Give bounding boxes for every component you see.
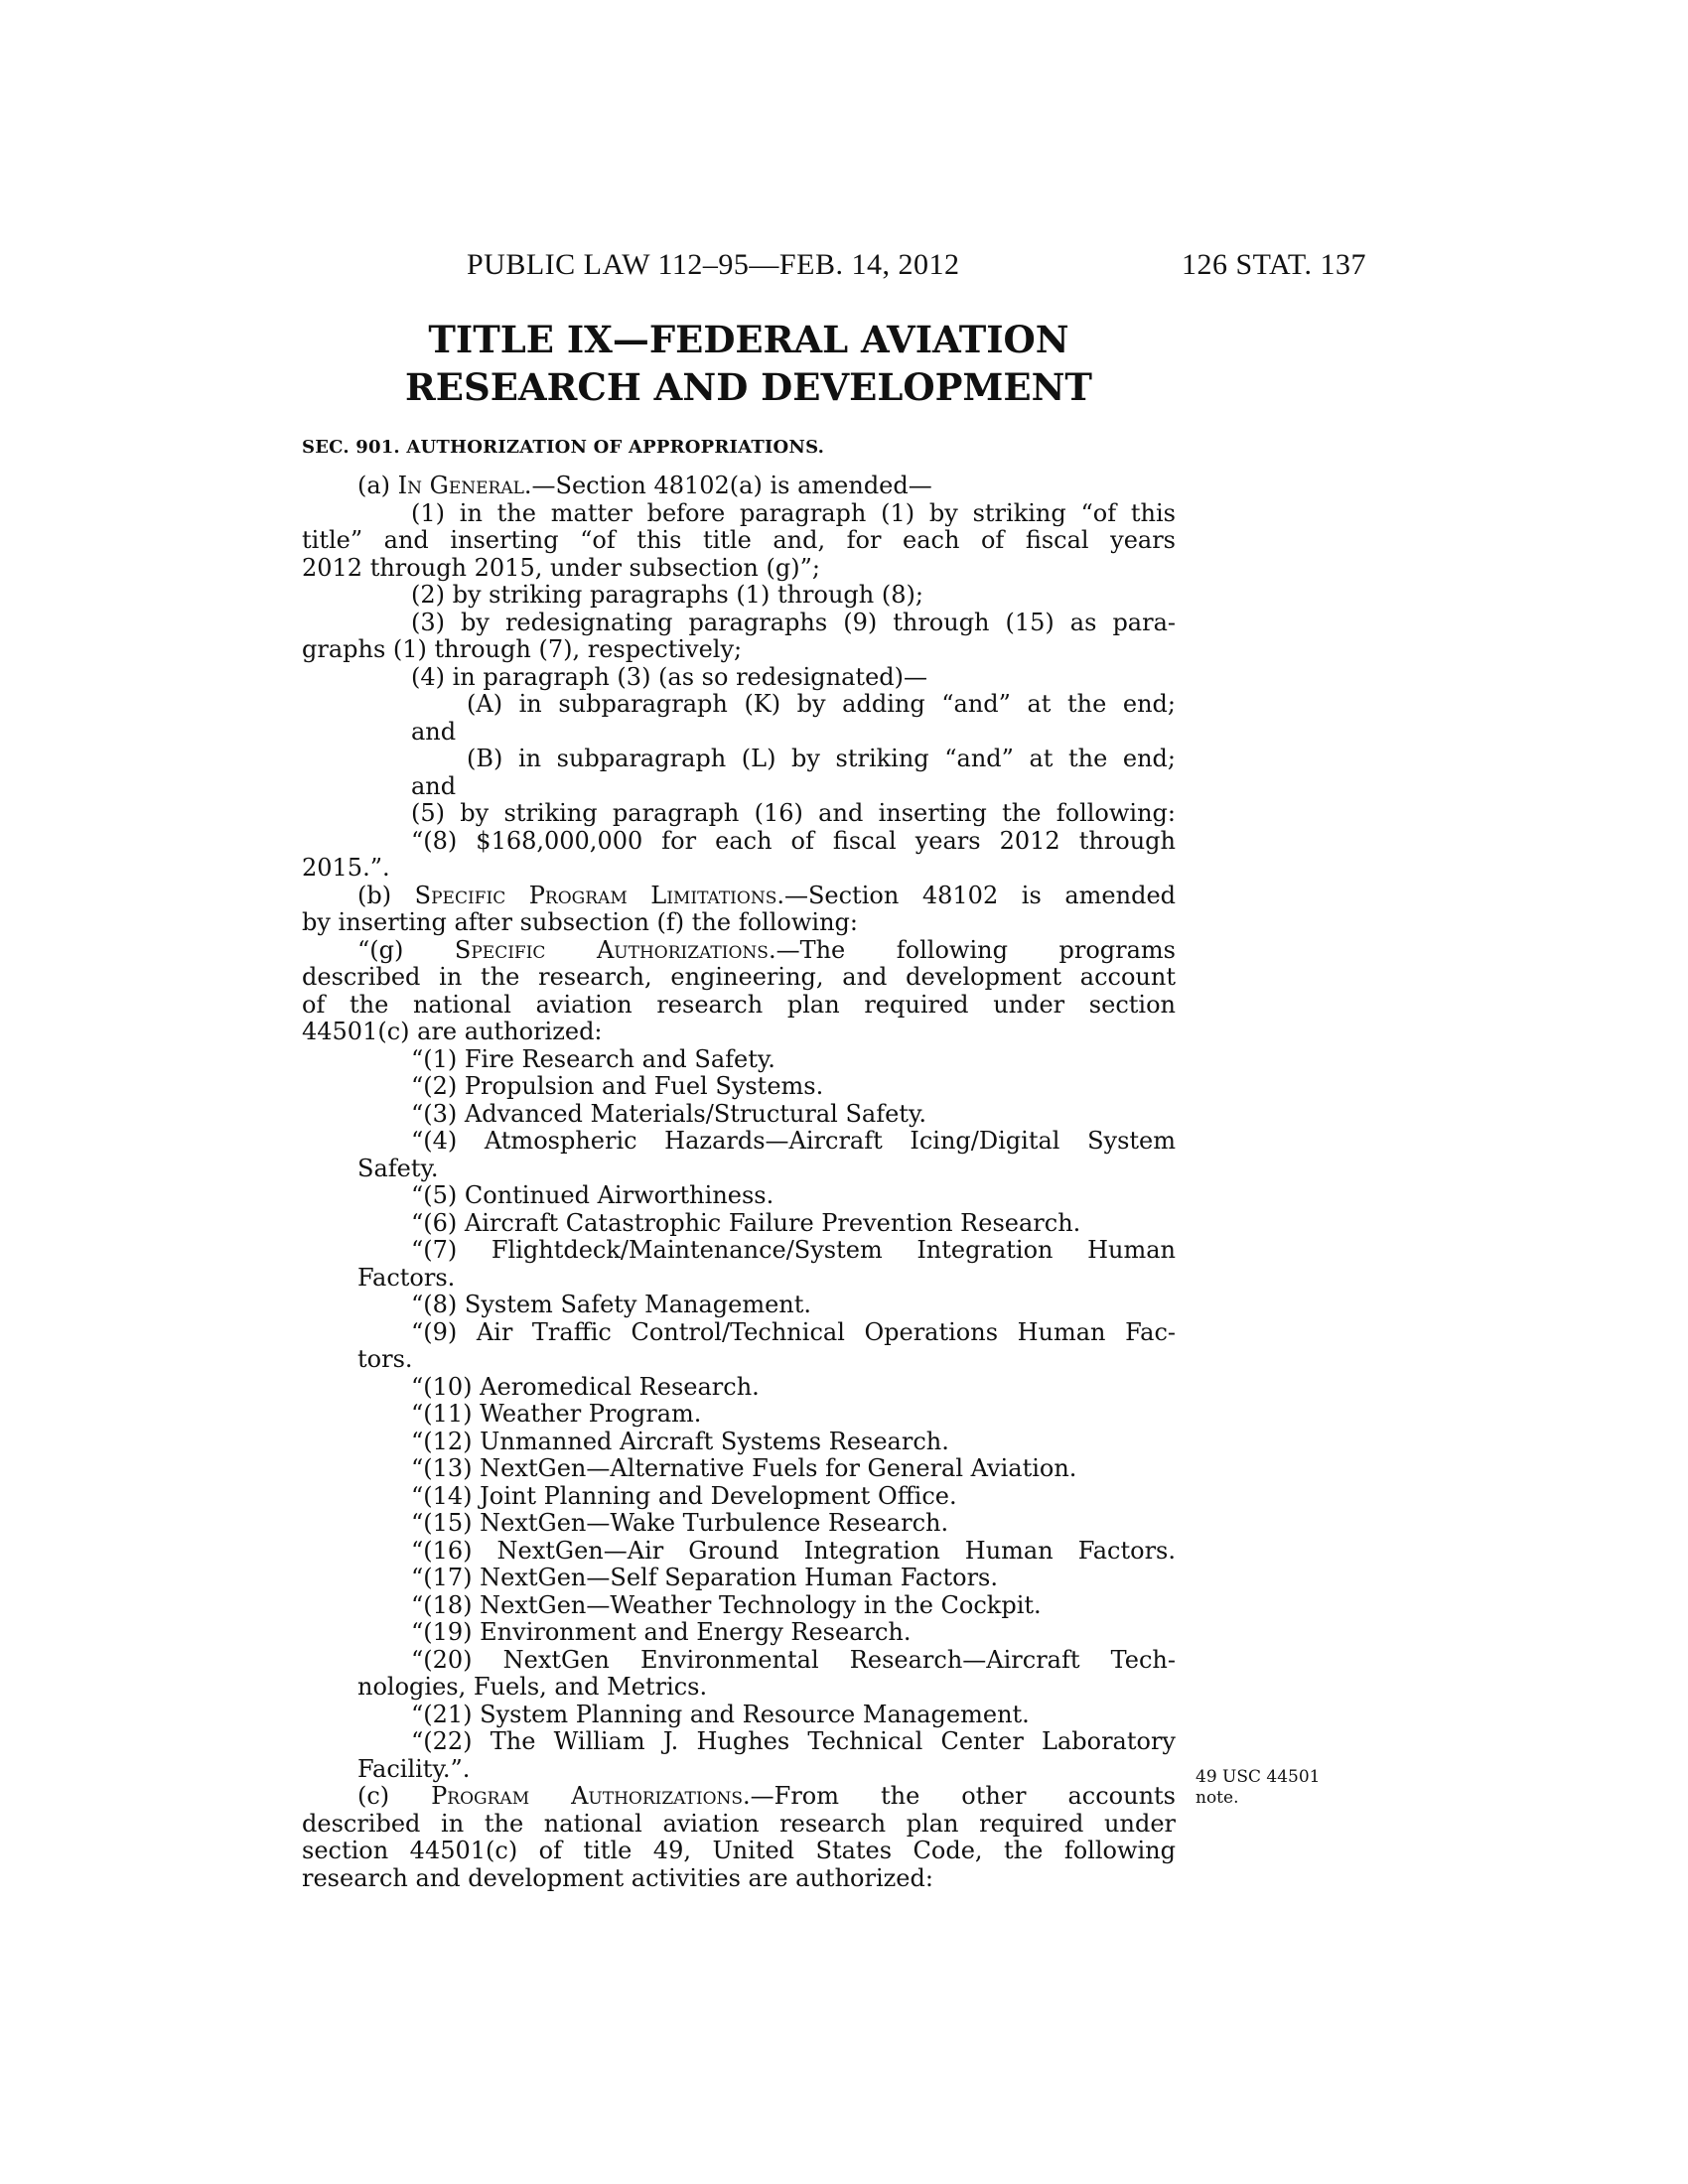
text-line: 2015.”. bbox=[302, 854, 390, 882]
subsection-c-heading: Program Authorizations bbox=[431, 1782, 744, 1810]
list-item: “(20) NextGen Environmental Research—Aircraft Tech- bbox=[411, 1645, 1176, 1674]
list-item: “(1) Fire Research and Safety. bbox=[411, 1044, 775, 1073]
subsection-b-line: (b) Specific Program Limitations.—Section 48102 is amended bbox=[357, 881, 1177, 909]
text-line: title” and inserting “of this title and, for each of fiscal years bbox=[302, 526, 1176, 554]
section-heading: SEC. 901. AUTHORIZATION OF APPROPRIATIONS. bbox=[302, 437, 825, 458]
document-body bbox=[302, 473, 1176, 1892]
text-line: “(8) $168,000,000 for each of fiscal years 2012 through bbox=[411, 826, 1176, 855]
list-item: “(4) Atmospheric Hazards—Aircraft Icing/Digital System bbox=[411, 1127, 1176, 1155]
text-line: by inserting after subsection (f) the following: bbox=[302, 908, 858, 936]
list-item: “(17) NextGen—Self Separation Human Factors. bbox=[411, 1564, 998, 1591]
list-item: “(8) System Safety Management. bbox=[411, 1291, 812, 1318]
page-header bbox=[467, 248, 1366, 288]
title-heading bbox=[302, 316, 1196, 411]
text-line: described in the research, engineering, and development account bbox=[302, 963, 1176, 991]
list-item: “(15) NextGen—Wake Turbulence Research. bbox=[411, 1509, 949, 1537]
subsection-g-heading: Specific Authorizations bbox=[454, 935, 769, 964]
text-line: (3) by redesignating paragraphs (9) through (15) as para- bbox=[411, 608, 1176, 636]
list-item: “(19) Environment and Energy Research. bbox=[411, 1618, 912, 1646]
list-item-continuation: tors. bbox=[357, 1345, 413, 1373]
subsection-a-line: (a) In General.—Section 48102(a) is amended— bbox=[357, 472, 932, 499]
list-item: “(18) NextGen—Weather Technology in the Cockpit. bbox=[411, 1590, 1042, 1619]
text-line: 44501(c) are authorized: bbox=[302, 1018, 603, 1045]
list-item: “(9) Air Traffic Control/Technical Operations Human Fac- bbox=[411, 1317, 1176, 1346]
text-line: (2) by striking paragraphs (1) through (8); bbox=[411, 581, 923, 609]
text-line: research and development activities are authorized: bbox=[302, 1863, 933, 1892]
list-item: “(3) Advanced Materials/Structural Safety. bbox=[411, 1099, 926, 1128]
title-line-2: RESEARCH AND DEVELOPMENT bbox=[405, 365, 1092, 409]
text-line: and bbox=[411, 771, 457, 800]
statute-page-number: 126 STAT. 137 bbox=[1181, 248, 1366, 281]
list-item: “(5) Continued Airworthiness. bbox=[411, 1181, 774, 1209]
list-item: “(2) Propulsion and Fuel Systems. bbox=[411, 1072, 824, 1100]
running-head: PUBLIC LAW 112–95—FEB. 14, 2012 bbox=[467, 248, 960, 281]
subsection-a-heading: In General bbox=[397, 472, 524, 499]
list-item-continuation: Facility.”. bbox=[357, 1754, 471, 1783]
list-item: “(6) Aircraft Catastrophic Failure Prevention Research. bbox=[411, 1208, 1081, 1237]
margin-note bbox=[1196, 1767, 1321, 1809]
subsection-g-line: “(g) Specific Authorizations.—The following programs bbox=[357, 935, 1176, 964]
list-item: “(12) Unmanned Aircraft Systems Research. bbox=[411, 1427, 949, 1455]
list-item-continuation: nologies, Fuels, and Metrics. bbox=[357, 1673, 708, 1701]
text-line: (4) in paragraph (3) (as so redesignated)— bbox=[411, 662, 928, 691]
text-line: (1) in the matter before paragraph (1) by striking “of this bbox=[411, 498, 1176, 527]
text-line: 2012 through 2015, under subsection (g)”; bbox=[302, 553, 820, 582]
margin-note-line-2: note. bbox=[1196, 1788, 1239, 1808]
subsection-b-heading: Specific Program Limitations bbox=[414, 881, 777, 909]
margin-note-line-1: 49 USC 44501 bbox=[1196, 1767, 1321, 1787]
list-item: “(14) Joint Planning and Development Office. bbox=[411, 1481, 957, 1510]
text-line: and bbox=[411, 717, 457, 746]
list-item: “(16) NextGen—Air Ground Integration Human Factors. bbox=[411, 1536, 1176, 1565]
list-item: “(22) The William J. Hughes Technical Center Laboratory bbox=[411, 1727, 1176, 1755]
text-line: graphs (1) through (7), respectively; bbox=[302, 635, 743, 663]
list-item: “(13) NextGen—Alternative Fuels for General Aviation. bbox=[411, 1454, 1077, 1482]
text-line: (A) in subparagraph (K) by adding “and” at the end; bbox=[467, 690, 1176, 718]
list-item: “(10) Aeromedical Research. bbox=[411, 1372, 760, 1401]
text-line: section 44501(c) of title 49, United States Code, the following bbox=[302, 1837, 1176, 1864]
list-item-continuation: Safety. bbox=[357, 1154, 439, 1182]
text-line: described in the national aviation research plan required under bbox=[302, 1809, 1176, 1838]
subsection-c-line: (c) Program Authorizations.—From the other accounts bbox=[357, 1782, 1177, 1810]
text-line: (B) in subparagraph (L) by striking “and” at the end; bbox=[467, 745, 1176, 772]
text-line: (5) by striking paragraph (16) and inserting the following: bbox=[411, 799, 1176, 827]
title-line-1: TITLE IX—FEDERAL AVIATION bbox=[428, 318, 1069, 361]
list-item: “(11) Weather Program. bbox=[411, 1400, 702, 1428]
list-item: “(21) System Planning and Resource Management. bbox=[411, 1700, 1030, 1728]
list-item: “(7) Flightdeck/Maintenance/System Integration Human bbox=[411, 1236, 1176, 1264]
list-item-continuation: Factors. bbox=[357, 1263, 456, 1292]
text-line: of the national aviation research plan required under section bbox=[302, 990, 1176, 1019]
